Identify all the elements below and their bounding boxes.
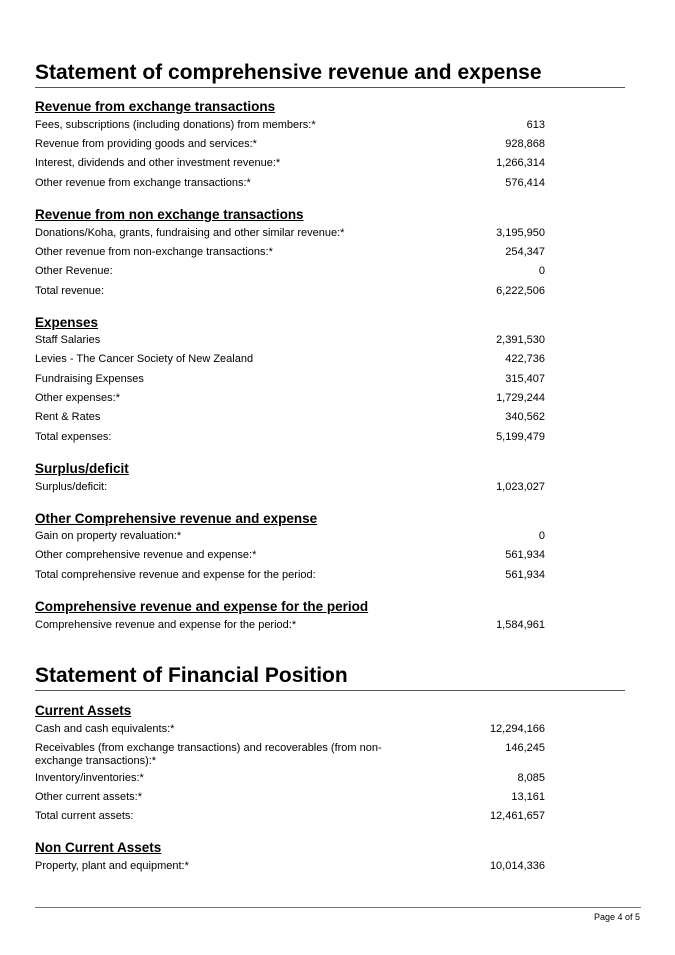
line-item-label: Fees, subscriptions (including donations) from members:* bbox=[35, 119, 316, 131]
line-item-label: Total revenue: bbox=[35, 285, 105, 297]
section-heading: Comprehensive revenue and expense for the period bbox=[35, 599, 369, 614]
section-heading: Expenses bbox=[35, 315, 99, 330]
line-item-value: 13,161 bbox=[511, 791, 545, 803]
statement-title: Statement of comprehensive revenue and expense bbox=[35, 61, 625, 88]
page-number: Page 4 of 5 bbox=[593, 912, 640, 922]
line-item-value: 5,199,479 bbox=[496, 431, 545, 443]
section-heading: Non Current Assets bbox=[35, 840, 162, 855]
line-item-value: 576,414 bbox=[505, 177, 545, 189]
line-item-label: Fundraising Expenses bbox=[35, 373, 144, 385]
line-item-label: Other expenses:* bbox=[35, 392, 120, 404]
line-item-value: 1,266,314 bbox=[496, 157, 545, 169]
line-item-value: 146,245 bbox=[505, 742, 545, 754]
line-item-value: 928,868 bbox=[505, 138, 545, 150]
statement-title: Statement of Financial Position bbox=[35, 664, 625, 691]
line-item-label: Surplus/deficit: bbox=[35, 481, 108, 493]
line-item-value: 1,023,027 bbox=[496, 481, 545, 493]
line-item-value: 10,014,336 bbox=[489, 860, 545, 872]
line-item-value: 6,222,506 bbox=[496, 285, 545, 297]
line-item-value: 1,584,961 bbox=[496, 619, 545, 631]
line-item-value: 315,407 bbox=[505, 373, 545, 385]
section-heading: Revenue from exchange transactions bbox=[35, 99, 276, 114]
line-item-label: Other Revenue: bbox=[35, 265, 113, 277]
line-item-label: Interest, dividends and other investment revenue:* bbox=[35, 157, 281, 169]
line-item-label: Other revenue from exchange transactions:* bbox=[35, 177, 251, 189]
line-item-value: 2,391,530 bbox=[496, 334, 545, 346]
line-item-label: Staff Salaries bbox=[35, 334, 101, 346]
line-item-label: Inventory/inventories:* bbox=[35, 772, 144, 784]
section-heading: Current Assets bbox=[35, 703, 132, 718]
line-item-label: Cash and cash equivalents:* bbox=[35, 723, 175, 735]
line-item-label: Other current assets:* bbox=[35, 791, 142, 803]
line-item-value: 12,294,166 bbox=[489, 723, 545, 735]
line-item-label: Levies - The Cancer Society of New Zealand bbox=[35, 353, 254, 365]
line-item-label: Property, plant and equipment:* bbox=[35, 860, 189, 872]
section-heading: Revenue from non exchange transactions bbox=[35, 207, 304, 222]
line-item-value: 8,085 bbox=[517, 772, 545, 784]
line-item-label: Revenue from providing goods and services:* bbox=[35, 138, 257, 150]
line-item-label: Gain on property revaluation:* bbox=[35, 530, 182, 542]
line-item-label: Other comprehensive revenue and expense:* bbox=[35, 549, 257, 561]
line-item-label: Total expenses: bbox=[35, 431, 112, 443]
line-item-label: Comprehensive revenue and expense for the period:* bbox=[35, 619, 297, 631]
section-heading: Surplus/deficit bbox=[35, 461, 129, 476]
line-item-label: Receivables (from exchange transactions) and recoverables (from non-exchange transactions):* bbox=[35, 742, 382, 767]
line-item-value: 12,461,657 bbox=[489, 810, 545, 822]
line-item-value: 1,729,244 bbox=[496, 392, 545, 404]
line-item-value: 561,934 bbox=[505, 549, 545, 561]
line-item-value: 0 bbox=[538, 530, 545, 542]
line-item-label: Other revenue from non-exchange transactions:* bbox=[35, 246, 273, 258]
line-item-value: 561,934 bbox=[505, 569, 545, 581]
line-item-value: 340,562 bbox=[505, 411, 545, 423]
line-item-value: 0 bbox=[538, 265, 545, 277]
line-item-label: Donations/Koha, grants, fundraising and other similar revenue:* bbox=[35, 227, 345, 239]
footer-divider bbox=[35, 907, 641, 908]
section-heading: Other Comprehensive revenue and expense bbox=[35, 511, 318, 526]
line-item-value: 613 bbox=[526, 119, 545, 131]
line-item-label: Total comprehensive revenue and expense for the period: bbox=[35, 569, 316, 581]
line-item-label: Rent & Rates bbox=[35, 411, 101, 423]
line-item-value: 422,736 bbox=[505, 353, 545, 365]
line-item-value: 3,195,950 bbox=[496, 227, 545, 239]
line-item-value: 254,347 bbox=[505, 246, 545, 258]
line-item-label: Total current assets: bbox=[35, 810, 134, 822]
